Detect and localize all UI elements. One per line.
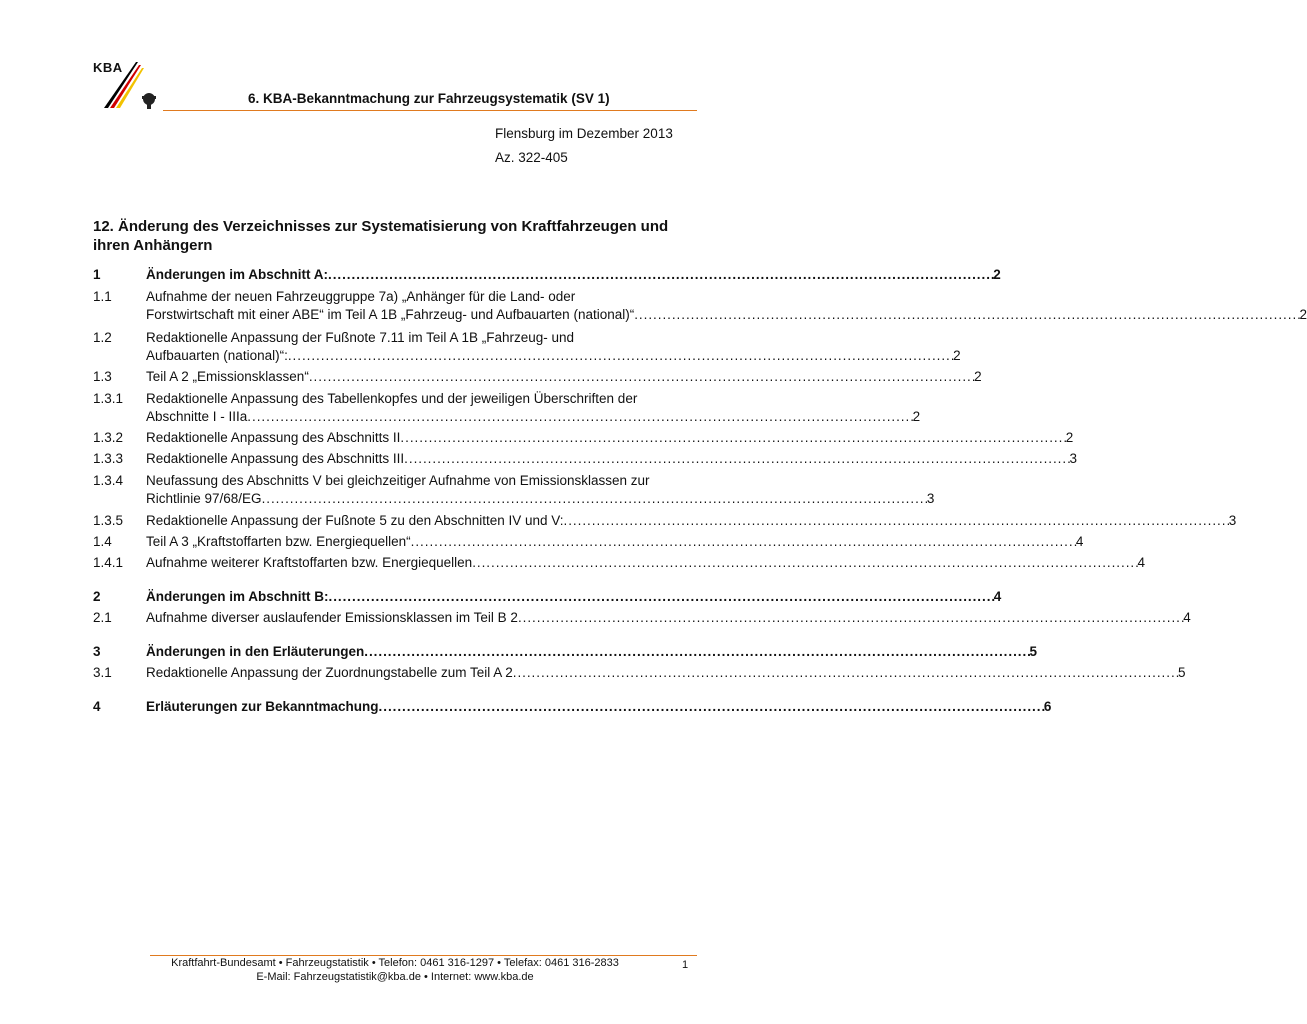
toc-entry-body <box>146 665 1186 681</box>
toc-page-number: 3 <box>1069 451 1077 466</box>
toc-entry-text: Abschnitte I - IIIa <box>146 409 248 424</box>
toc-leader-dots <box>329 589 994 605</box>
toc-entry[interactable] <box>93 555 1145 571</box>
toc-page-number: 2 <box>1065 430 1074 445</box>
toc-leader-dots <box>472 555 1137 571</box>
footer-contact: Kraftfahrt-Bundesamt • Fahrzeugstatistik • Telefon: 0461 316-1297 • Telefax: 0461 316-2833 <box>171 957 619 969</box>
toc-entry[interactable] <box>93 369 982 385</box>
toc-entry[interactable] <box>93 513 1237 529</box>
toc-entry[interactable] <box>93 473 935 507</box>
toc-entry-body <box>146 513 1236 529</box>
toc-page-number: 5 <box>1178 665 1186 680</box>
toc-entry-number: 1.3.2 <box>93 430 124 445</box>
section-title: 12. Änderung des Verzeichnisses zur Systematisierung von Kraftfahrzeugen und ihren Anhängern <box>93 218 669 254</box>
toc-entry-text: Neufassung des Abschnitts V bei gleichzeitiger Aufnahme von Emissionsklassen zur <box>146 473 650 488</box>
toc-leader-dots <box>262 491 927 507</box>
toc-page-number: 3 <box>1228 513 1237 528</box>
toc-page-number: 2 <box>974 369 982 384</box>
toc-entry-number: 1.3 <box>93 369 112 384</box>
footer-web: E-Mail: Fahrzeugstatistik@kba.de • Internet: www.kba.de <box>256 971 534 983</box>
toc-page-number: 2 <box>912 409 921 424</box>
toc-entry-text: Redaktionelle Anpassung der Fußnote 7.11 im Teil A 1B „Fahrzeug- und <box>146 330 575 345</box>
toc-leader-dots <box>404 451 1069 467</box>
toc-entry-text: Änderungen in den Erläuterungen <box>146 644 365 659</box>
toc-entry-text: Forstwirtschaft mit einer ABE“ im Teil A 1B „Fahrzeug- und Aufbauarten (national)“ <box>146 307 635 322</box>
toc-entry-number: 1.1 <box>93 289 112 304</box>
toc-page-number: 4 <box>1137 555 1145 570</box>
toc-page-number: 6 <box>1043 699 1052 714</box>
toc-entry-number: 2.1 <box>93 610 112 625</box>
toc-leader-dots <box>400 430 1065 446</box>
toc-page-number: 4 <box>1075 534 1084 549</box>
toc-entry-text: Redaktionelle Anpassung des Tabellenkopfes und der jeweiligen Überschriften der <box>146 391 638 406</box>
toc-entry-text: Redaktionelle Anpassung der Zuordnungstabelle zum Teil A 2 <box>146 665 513 680</box>
toc-leader-dots <box>364 644 1029 660</box>
toc-entry[interactable] <box>93 289 1307 323</box>
header-divider <box>163 110 697 111</box>
toc-entry-body <box>146 644 1037 660</box>
toc-entry-number: 1 <box>93 267 101 282</box>
toc-entry-body <box>146 699 1051 715</box>
toc-entry[interactable] <box>93 610 1191 626</box>
toc-entry-number: 3 <box>93 644 101 659</box>
toc-entry-number: 1.4.1 <box>93 555 124 570</box>
toc-entry[interactable] <box>93 391 921 425</box>
toc-page-number: 2 <box>993 267 1001 282</box>
toc-entry-body <box>146 267 1001 283</box>
toc-page-number: 5 <box>1029 644 1038 659</box>
toc-entry[interactable] <box>93 451 1077 467</box>
toc-entry-body <box>146 473 934 507</box>
toc-entry-body <box>146 555 1145 571</box>
toc-entry[interactable] <box>93 267 1001 283</box>
toc-entry-body <box>146 430 1073 446</box>
toc-leader-dots <box>288 348 953 364</box>
toc-entry-body <box>146 451 1077 467</box>
toc-page-number: 2 <box>1299 307 1307 322</box>
toc-leader-dots <box>564 513 1229 529</box>
toc-leader-dots <box>518 610 1183 626</box>
toc-entry-number: 1.3.3 <box>93 451 124 466</box>
toc-entry-body <box>146 391 920 425</box>
toc-entry-text: Richtlinie 97/68/EG <box>146 491 262 506</box>
toc-page-number: 4 <box>1183 610 1191 625</box>
toc-entry-text: Aufbauarten (national)“: <box>146 348 288 363</box>
toc-entry-text: Änderungen im Abschnitt B: <box>146 589 329 604</box>
toc-entry-text: Teil A 3 „Kraftstoffarten bzw. Energiequellen“ <box>146 534 411 549</box>
place-date: Flensburg im Dezember 2013 <box>495 126 673 141</box>
toc-entry-text: Redaktionelle Anpassung des Abschnitts II <box>146 430 401 445</box>
toc-entry-body <box>146 534 1083 550</box>
toc-entry-number: 1.2 <box>93 330 112 345</box>
toc-entry-number: 1.3.5 <box>93 513 124 528</box>
toc-leader-dots <box>411 534 1076 550</box>
toc-page-number: 2 <box>953 348 961 363</box>
toc-entry-text: Redaktionelle Anpassung des Abschnitts III <box>146 451 405 466</box>
page-number: 1 <box>682 959 689 971</box>
toc-leader-dots <box>634 307 1299 323</box>
toc-entry-text: Änderungen im Abschnitt A: <box>146 267 328 282</box>
toc-entry-body <box>146 330 961 364</box>
toc-entry[interactable] <box>93 665 1186 681</box>
toc-entry-body <box>146 369 982 385</box>
toc-entry-body <box>146 289 1307 323</box>
logo-text: KBA <box>93 60 123 75</box>
toc-entry-number: 1.3.1 <box>93 391 124 406</box>
toc-page-number: 4 <box>993 589 1002 604</box>
toc-leader-dots <box>328 267 993 283</box>
toc-leader-dots <box>379 699 1044 715</box>
toc-entry-text: Redaktionelle Anpassung der Fußnote 5 zu den Abschnitten IV und V: <box>146 513 564 528</box>
toc-entry-text: Teil A 2 „Emissionsklassen“ <box>146 369 309 384</box>
toc-entry-number: 1.4 <box>93 534 112 549</box>
toc-entry[interactable] <box>93 644 1038 660</box>
toc-entry[interactable] <box>93 330 961 364</box>
toc-leader-dots <box>513 665 1178 681</box>
toc-entry-body <box>146 610 1191 626</box>
toc-leader-dots <box>309 369 974 385</box>
toc-entry[interactable] <box>93 699 1052 715</box>
toc-entry-number: 3.1 <box>93 665 112 680</box>
toc-entry-text: Aufnahme der neuen Fahrzeuggruppe 7a) „Anhänger für die Land- oder <box>146 289 576 304</box>
toc-entry[interactable] <box>93 589 1002 605</box>
reference-number: Az. 322-405 <box>495 150 568 165</box>
toc-entry-text: Erläuterungen zur Bekanntmachung <box>146 699 379 714</box>
toc-entry[interactable] <box>93 430 1074 446</box>
document-title: 6. KBA-Bekanntmachung zur Fahrzeugsystematik (SV 1) <box>248 91 610 106</box>
toc-entry-number: 1.3.4 <box>93 473 124 488</box>
eagle-icon <box>142 93 156 109</box>
toc-entry-body <box>146 589 1001 605</box>
toc-page-number: 3 <box>926 491 935 506</box>
toc-entry-number: 4 <box>93 699 101 714</box>
footer-divider <box>150 955 697 956</box>
table-of-contents <box>93 267 1307 715</box>
toc-entry-text: Aufnahme weiterer Kraftstoffarten bzw. Energiequellen <box>146 555 473 570</box>
toc-leader-dots <box>247 409 912 425</box>
toc-entry[interactable] <box>93 534 1084 550</box>
toc-entry-number: 2 <box>93 589 101 604</box>
toc-entry-text: Aufnahme diverser auslaufender Emissionsklassen im Teil B 2 <box>146 610 518 625</box>
